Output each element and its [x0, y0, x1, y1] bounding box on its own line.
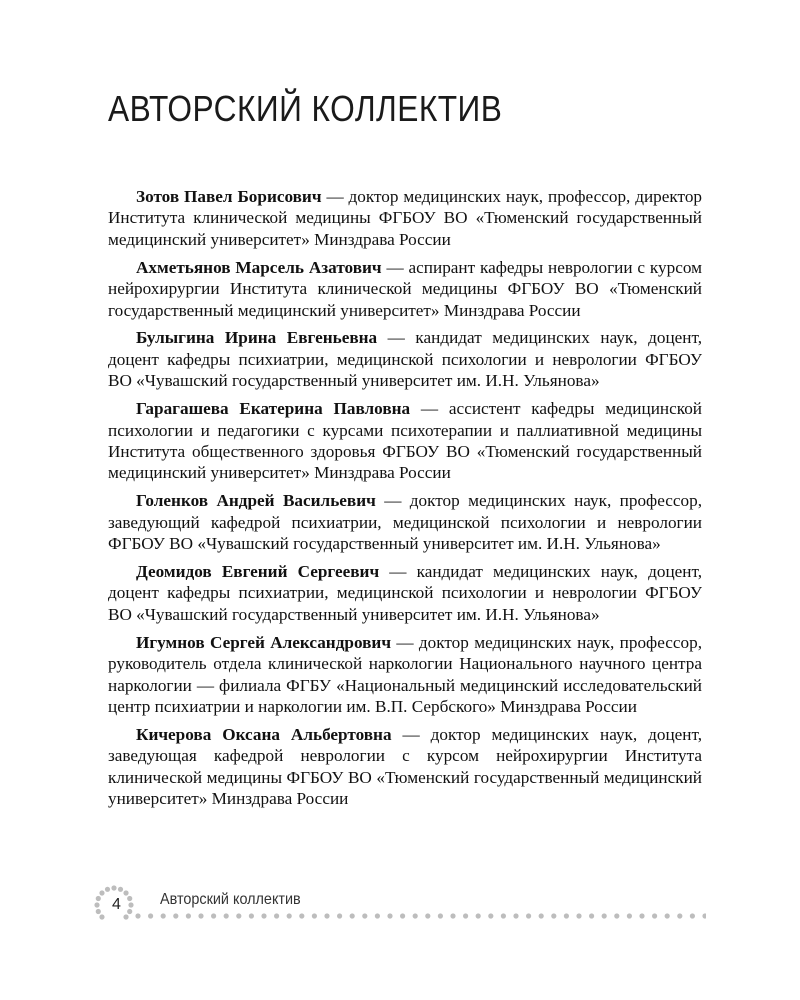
author-entry — [108, 632, 702, 718]
author-entry — [108, 724, 702, 810]
author-entry — [108, 186, 702, 250]
author-name: Зотов Павел Борисович — [136, 187, 322, 206]
author-name: Ахметьянов Марсель Азатович — [136, 257, 382, 277]
author-description: — доктор медицинских наук, профессор, директор Института клинической медицины ФГБОУ ВО «Тюменский государственный медицинский университет» Минздрава России — [108, 187, 703, 249]
author-description: — доктор медицинских наук, профессор, руководитель отдела клинической наркологии Национального научного центра наркологии — филиала ФГБУ «Национальный медицинский исследовательский центр психиатрии и наркологии им. В.П. Сербского» Минздрава России — [108, 632, 702, 716]
author-name: Булыгина Ирина Евгеньевна — [136, 328, 378, 348]
author-description: — кандидат медицинских наук, доцент, доцент кафедры психиатрии, медицинской психологии и неврологии ФГБОУ ВО «Чувашский государственный университет им. И.Н. Ульянова» — [108, 562, 702, 624]
author-description: — ассистент кафедры медицинской психологии и педагогики с курсами психотерапии и паллиативной медицины Института общественного здоровья ФГБОУ ВО «Тюменский государственный медицинский университет» Минздрава России — [108, 399, 702, 483]
author-entry — [108, 561, 702, 625]
author-name: Гарагашева Екатерина Павловна — [136, 399, 411, 419]
author-entry — [108, 398, 702, 484]
author-name: Голенков Андрей Васильевич — [136, 491, 376, 511]
author-name: Кичерова Оксана Альбертовна — [136, 724, 392, 744]
author-entry — [108, 490, 702, 554]
author-name: Деомидов Евгений Сергеевич — [136, 562, 380, 581]
author-description: — аспирант кафедры неврологии с курсом нейрохирургии Института клинической медицины ФГБОУ ВО «Тюменский государственный медицинский университет» Минздрава России — [108, 257, 702, 320]
author-name: Игумнов Сергей Александрович — [136, 632, 392, 652]
author-entry — [108, 327, 702, 391]
page-title: АВТОРСКИЙ КОЛЛЕКТИВ — [108, 88, 503, 129]
running-footer-title: Авторский коллектив — [160, 891, 301, 908]
dotted-divider — [132, 910, 706, 922]
author-description: — доктор медицинских наук, доцент, заведующая кафедрой неврологии с курсом нейрохирургии Института клинической медицины ФГБОУ ВО «Тюменский государственный медицинский университет» Минздрава России — [108, 724, 702, 809]
author-description: — доктор медицинских наук, профессор, заведующий кафедрой психиатрии, медицинской психологии и неврологии ФГБОУ ВО «Чувашский государственный университет им. И.Н. Ульянова» — [108, 491, 702, 554]
page-number: 4 — [112, 896, 121, 913]
author-entry — [108, 257, 702, 321]
author-list — [108, 186, 702, 816]
author-description: — кандидат медицинских наук, доцент, доцент кафедры психиатрии, медицинской психологии и неврологии ФГБОУ ВО «Чувашский государственный университет им. И.Н. Ульянова» — [108, 328, 702, 391]
